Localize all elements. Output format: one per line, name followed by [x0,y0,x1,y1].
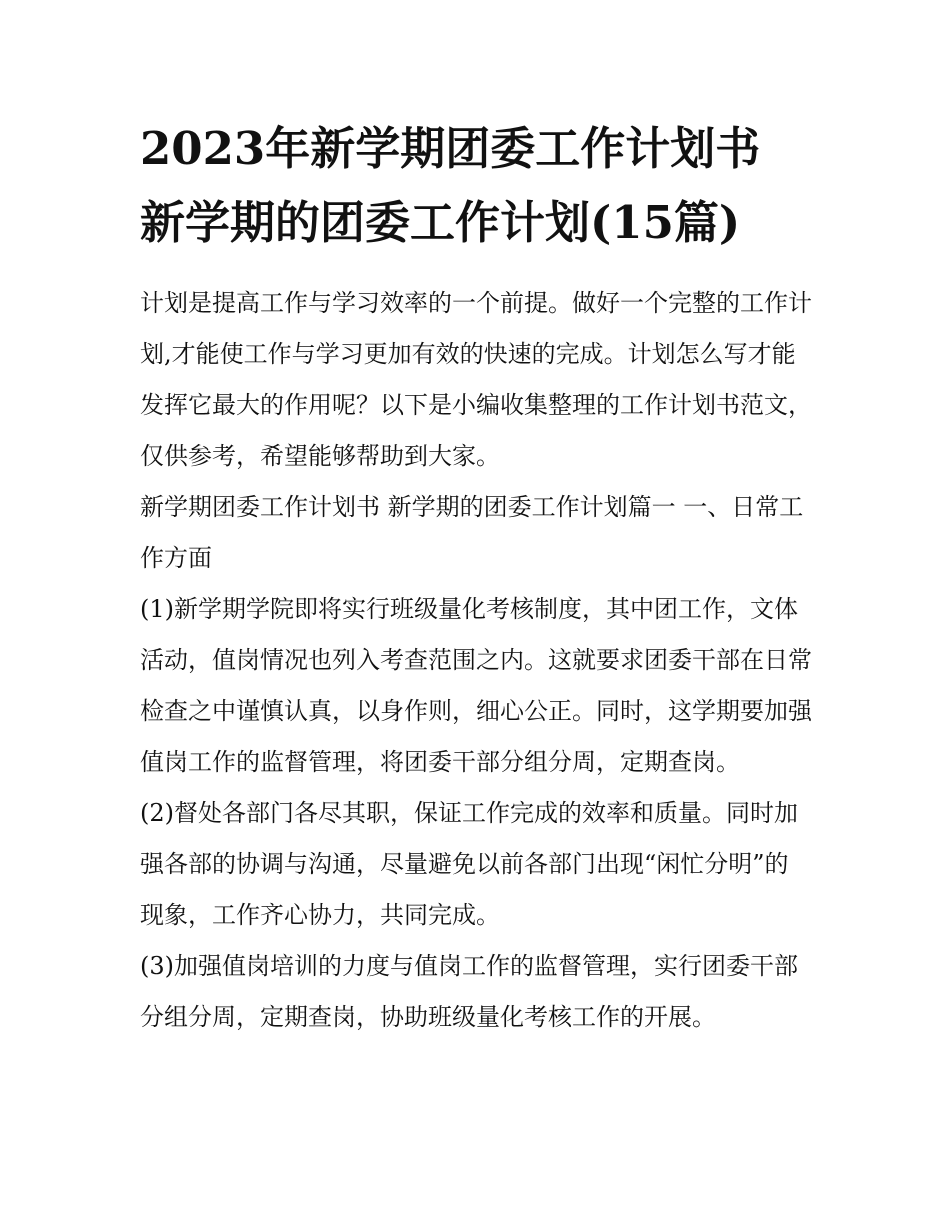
section-heading-paragraph: 新学期团委工作计划书 新学期的团委工作计划篇一 一、日常工作方面 [140,493,804,572]
item-3-paragraph: (3)加强值岗培训的力度与值岗工作的监督管理，实行团委干部分组分周，定期查岗，协助班级量化考核工作的开展。 [140,952,798,1031]
item-1-paragraph: (1)新学期学院即将实行班级量化考核制度，其中团工作，文体活动，值岗情况也列入考查范围之内。这就要求团委干部在日常检查之中谨慎认真，以身作则，细心公正。同时，这学期要加强值岗工作的监督管理，将团委干部分组分周，定期查岗。 [140,595,812,776]
document-title [140,112,812,260]
title-line-2: 新学期的团委工作计划(15篇) [140,196,741,249]
item-2-paragraph: (2)督处各部门各尽其职，保证工作完成的效率和质量。同时加强各部的协调与沟通，尽量避免以前各部门出现“闲忙分明”的现象，工作齐心协力，共同完成。 [140,799,798,929]
title-line-1: 2023年新学期团委工作计划书 [140,122,761,175]
intro-paragraph: 计划是提高工作与学习效率的一个前提。做好一个完整的工作计划,才能使工作与学习更加有效的快速的完成。计划怎么写才能发挥它最大的作用呢？以下是小编收集整理的工作计划书范文，仅供参考，希望能够帮助到大家。 [140,289,812,470]
document-content [140,112,812,1043]
